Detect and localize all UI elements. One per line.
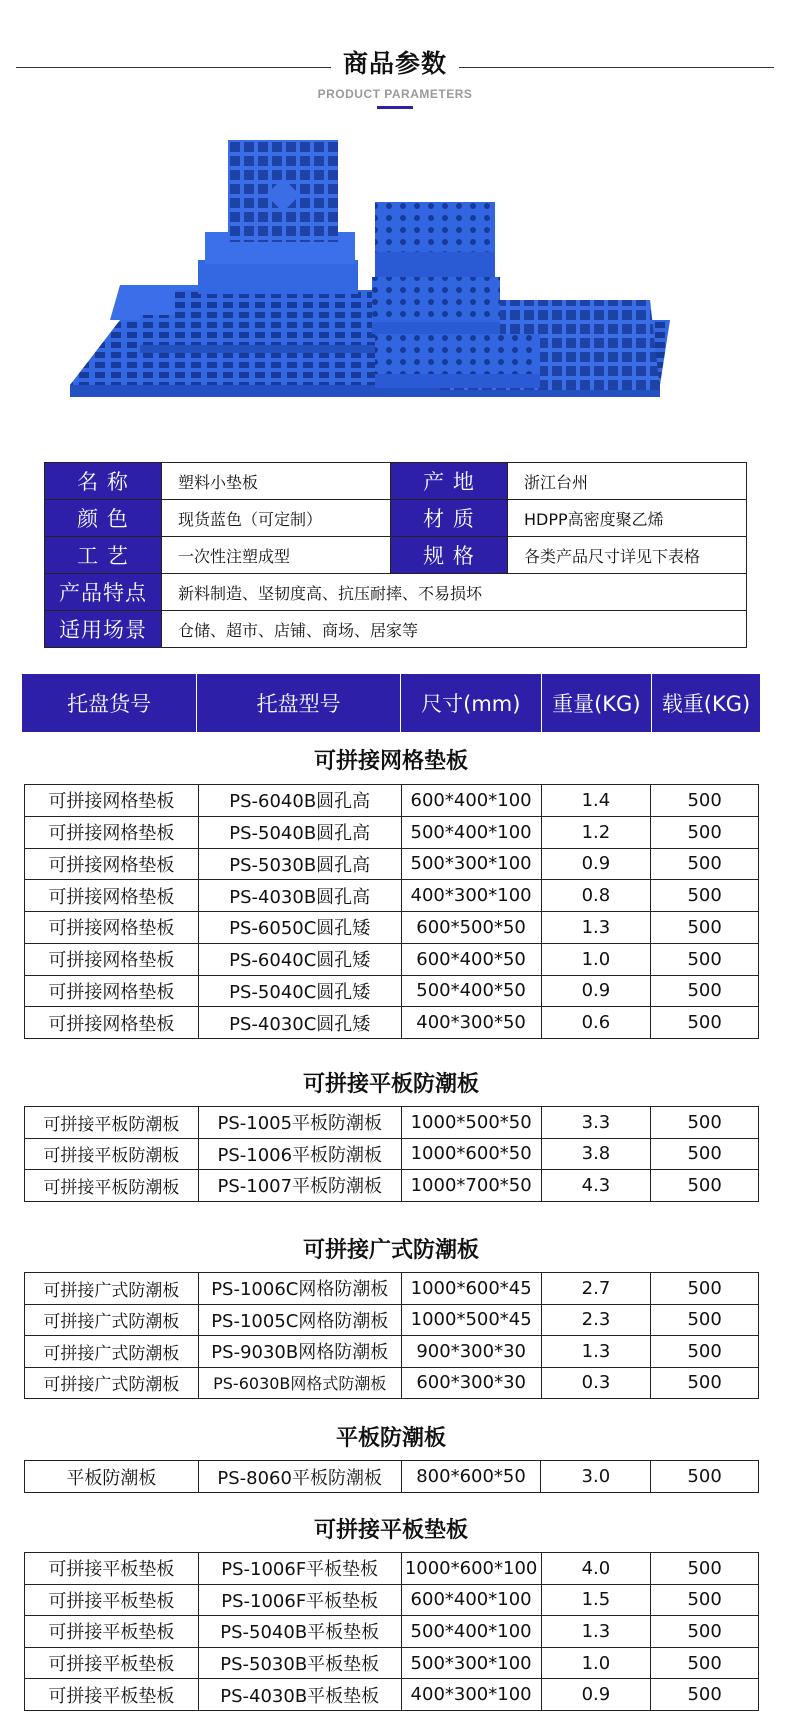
- table-cell: 可拼接广式防潮板: [25, 1367, 199, 1399]
- table-cell: 500: [651, 1616, 759, 1648]
- table-cell: 500*300*100: [401, 848, 541, 880]
- table-row: [25, 1007, 759, 1039]
- section-title: 可拼接平板防潮板: [302, 1072, 479, 1097]
- table-cell: 可拼接网格垫板: [25, 943, 199, 975]
- table-cell: 可拼接平板防潮板: [25, 1107, 199, 1139]
- table-row: [25, 912, 759, 944]
- table-cell: 3.0: [541, 1461, 651, 1493]
- table-cell: 可拼接广式防潮板: [25, 1304, 199, 1336]
- table-cell: 800*600*50: [401, 1461, 541, 1493]
- spec-row: [45, 574, 747, 611]
- table-cell: 0.3: [541, 1367, 651, 1399]
- table-cell: PS-1006F平板垫板: [198, 1584, 401, 1616]
- table-cell: 500: [651, 785, 759, 817]
- table-cell: 600*400*100: [401, 785, 541, 817]
- spec-table: [44, 462, 747, 648]
- table-cell: 500: [651, 943, 759, 975]
- table-cell: 可拼接广式防潮板: [25, 1336, 199, 1368]
- table-cell: PS-1006F平板垫板: [198, 1553, 401, 1585]
- table-cell: 500: [651, 1007, 759, 1039]
- table-row: [25, 1336, 759, 1368]
- spec-key: 产 地: [391, 463, 508, 500]
- table-cell: 400*300*100: [401, 1679, 541, 1711]
- table-cell: 1000*600*45: [401, 1273, 541, 1305]
- table-cell: 500: [651, 1367, 759, 1399]
- table-cell: 可拼接平板防潮板: [25, 1170, 199, 1202]
- spec-value: 塑料小垫板: [162, 463, 391, 500]
- table-cell: 500: [651, 912, 759, 944]
- spec-row: [45, 537, 747, 574]
- table-row: [25, 1304, 759, 1336]
- table-cell: PS-8060平板防潮板: [198, 1461, 401, 1493]
- column-header: 载重(KG): [652, 674, 760, 732]
- spec-value: 各类产品尺寸详见下表格: [508, 537, 747, 574]
- table-cell: 900*300*30: [401, 1336, 541, 1368]
- spec-value: 浙江台州: [508, 463, 747, 500]
- table-row: [25, 1273, 759, 1305]
- table-cell: PS-5030B平板垫板: [198, 1647, 401, 1679]
- table-cell: 可拼接平板垫板: [25, 1584, 199, 1616]
- table-cell: 1000*500*45: [401, 1304, 541, 1336]
- spec-row: [45, 463, 747, 500]
- spec-row: [45, 611, 747, 648]
- table-cell: 3.3: [541, 1107, 651, 1139]
- spec-key: 工 艺: [45, 537, 162, 574]
- table-cell: 500: [651, 1584, 759, 1616]
- table-cell: 600*500*50: [401, 912, 541, 944]
- spec-value: 新料制造、坚韧度高、抗压耐摔、不易损坏: [162, 574, 747, 611]
- spec-key: 产品特点: [45, 574, 162, 611]
- table-cell: 3.8: [541, 1138, 651, 1170]
- table-cell: 500: [651, 1138, 759, 1170]
- table-row: [25, 1584, 759, 1616]
- table-cell: 4.3: [541, 1170, 651, 1202]
- table-cell: PS-1006平板防潮板: [198, 1138, 401, 1170]
- spec-key: 颜 色: [45, 500, 162, 537]
- table-row: [25, 1138, 759, 1170]
- spec-row: [45, 500, 747, 537]
- table-cell: 可拼接广式防潮板: [25, 1273, 199, 1305]
- table-cell: 500*400*100: [401, 1616, 541, 1648]
- table-cell: 600*400*100: [401, 1584, 541, 1616]
- table-cell: 500: [651, 1273, 759, 1305]
- page-subtitle: PRODUCT PARAMETERS: [317, 87, 473, 101]
- page-title: 商品参数: [342, 49, 447, 78]
- table-cell: 1.3: [541, 912, 651, 944]
- table-row: [25, 943, 759, 975]
- table-cell: PS-6030B网格式防潮板: [198, 1367, 401, 1399]
- table-cell: PS-6040C圆孔矮: [198, 943, 401, 975]
- table-cell: 500*400*100: [401, 816, 541, 848]
- table-row: [25, 785, 759, 817]
- table-cell: 1000*600*50: [401, 1138, 541, 1170]
- table-cell: 可拼接网格垫板: [25, 848, 199, 880]
- table-cell: 500: [651, 975, 759, 1007]
- section-title: 可拼接平板垫板: [313, 1518, 468, 1543]
- table-cell: PS-5040B圆孔高: [198, 816, 401, 848]
- table-cell: 500: [651, 1647, 759, 1679]
- table-cell: PS-4030B平板垫板: [198, 1679, 401, 1711]
- table-cell: PS-1005C网格防潮板: [198, 1304, 401, 1336]
- table-cell: PS-6040B圆孔高: [198, 785, 401, 817]
- table-cell: 500: [651, 1461, 759, 1493]
- spec-value: 现货蓝色（可定制）: [162, 500, 391, 537]
- table-cell: 500: [651, 1170, 759, 1202]
- column-header: 重量(KG): [541, 674, 651, 732]
- table-row: [25, 1170, 759, 1202]
- table-row: [25, 1679, 759, 1711]
- table-cell: 可拼接平板垫板: [25, 1647, 199, 1679]
- section-title: 可拼接网格垫板: [313, 749, 468, 774]
- table-cell: 可拼接网格垫板: [25, 1007, 199, 1039]
- table-cell: 可拼接平板垫板: [25, 1679, 199, 1711]
- table-cell: 0.6: [541, 1007, 651, 1039]
- table-cell: 可拼接网格垫板: [25, 912, 199, 944]
- table-cell: 0.8: [541, 880, 651, 912]
- table-cell: PS-5040C圆孔矮: [198, 975, 401, 1007]
- table-row: [25, 1616, 759, 1648]
- spec-key: 材 质: [391, 500, 508, 537]
- product-table: [24, 784, 759, 1039]
- section-title: 可拼接广式防潮板: [302, 1238, 479, 1263]
- table-cell: 平板防潮板: [25, 1461, 199, 1493]
- table-cell: 500: [651, 816, 759, 848]
- table-cell: 500*400*50: [401, 975, 541, 1007]
- table-cell: 500: [651, 1304, 759, 1336]
- spec-key: 规 格: [391, 537, 508, 574]
- column-header: 托盘货号: [22, 674, 197, 732]
- table-cell: 可拼接平板防潮板: [25, 1138, 199, 1170]
- table-cell: 可拼接平板垫板: [25, 1616, 199, 1648]
- table-cell: 1.4: [541, 785, 651, 817]
- table-cell: 1.3: [541, 1616, 651, 1648]
- table-cell: 600*400*50: [401, 943, 541, 975]
- table-cell: 可拼接网格垫板: [25, 785, 199, 817]
- column-header: 尺寸(mm): [401, 674, 542, 732]
- table-cell: 4.0: [541, 1553, 651, 1585]
- product-table: [24, 1106, 759, 1202]
- table-cell: 1.0: [541, 943, 651, 975]
- spec-value: 一次性注塑成型: [162, 537, 391, 574]
- table-cell: PS-4030B圆孔高: [198, 880, 401, 912]
- section-header: [0, 0, 790, 110]
- product-table: [24, 1552, 759, 1711]
- table-cell: 500: [651, 1336, 759, 1368]
- column-header: 托盘型号: [197, 674, 401, 732]
- table-cell: 2.3: [541, 1304, 651, 1336]
- table-cell: 1000*700*50: [401, 1170, 541, 1202]
- table-cell: PS-1007平板防潮板: [198, 1170, 401, 1202]
- table-cell: 500: [651, 1553, 759, 1585]
- spec-key: 名 称: [45, 463, 162, 500]
- table-cell: PS-9030B网格防潮板: [198, 1336, 401, 1368]
- table-cell: 0.9: [541, 1679, 651, 1711]
- table-row: [25, 880, 759, 912]
- spec-value: 仓储、超市、店铺、商场、居家等: [162, 611, 747, 648]
- table-cell: 500: [651, 848, 759, 880]
- table-cell: 400*300*100: [401, 880, 541, 912]
- table-row: [25, 1553, 759, 1585]
- table-row: [25, 848, 759, 880]
- table-cell: 600*300*30: [401, 1367, 541, 1399]
- table-row: [25, 975, 759, 1007]
- table-cell: 可拼接网格垫板: [25, 975, 199, 1007]
- table-cell: 500: [651, 1107, 759, 1139]
- table-cell: 2.7: [541, 1273, 651, 1305]
- product-photo: [60, 140, 730, 440]
- table-cell: 1.5: [541, 1584, 651, 1616]
- table-cell: 可拼接网格垫板: [25, 816, 199, 848]
- table-cell: 可拼接网格垫板: [25, 880, 199, 912]
- table-cell: PS-5040B平板垫板: [198, 1616, 401, 1648]
- table-cell: 1.2: [541, 816, 651, 848]
- table-cell: 1.0: [541, 1647, 651, 1679]
- table-row: [25, 1461, 759, 1493]
- columns-header: [22, 674, 760, 732]
- table-cell: 1000*500*50: [401, 1107, 541, 1139]
- spec-key: 适用场景: [45, 611, 162, 648]
- table-cell: PS-5030B圆孔高: [198, 848, 401, 880]
- table-cell: 500*300*100: [401, 1647, 541, 1679]
- table-cell: 500: [651, 1679, 759, 1711]
- table-cell: 1000*600*100: [401, 1553, 541, 1585]
- table-cell: PS-1005平板防潮板: [198, 1107, 401, 1139]
- table-cell: PS-4030C圆孔矮: [198, 1007, 401, 1039]
- table-row: [25, 1367, 759, 1399]
- product-table: [24, 1272, 759, 1399]
- table-cell: 1.3: [541, 1336, 651, 1368]
- table-cell: 400*300*50: [401, 1007, 541, 1039]
- table-row: [25, 816, 759, 848]
- table-row: [25, 1107, 759, 1139]
- table-cell: 500: [651, 880, 759, 912]
- section-title: 平板防潮板: [335, 1426, 446, 1451]
- table-row: [25, 1647, 759, 1679]
- table-cell: 可拼接平板垫板: [25, 1553, 199, 1585]
- spec-value: HDPP高密度聚乙烯: [508, 500, 747, 537]
- table-cell: 0.9: [541, 848, 651, 880]
- product-table: [24, 1460, 759, 1493]
- table-cell: 0.9: [541, 975, 651, 1007]
- table-cell: PS-6050C圆孔矮: [198, 912, 401, 944]
- table-cell: PS-1006C网格防潮板: [198, 1273, 401, 1305]
- title-underline: [377, 106, 413, 109]
